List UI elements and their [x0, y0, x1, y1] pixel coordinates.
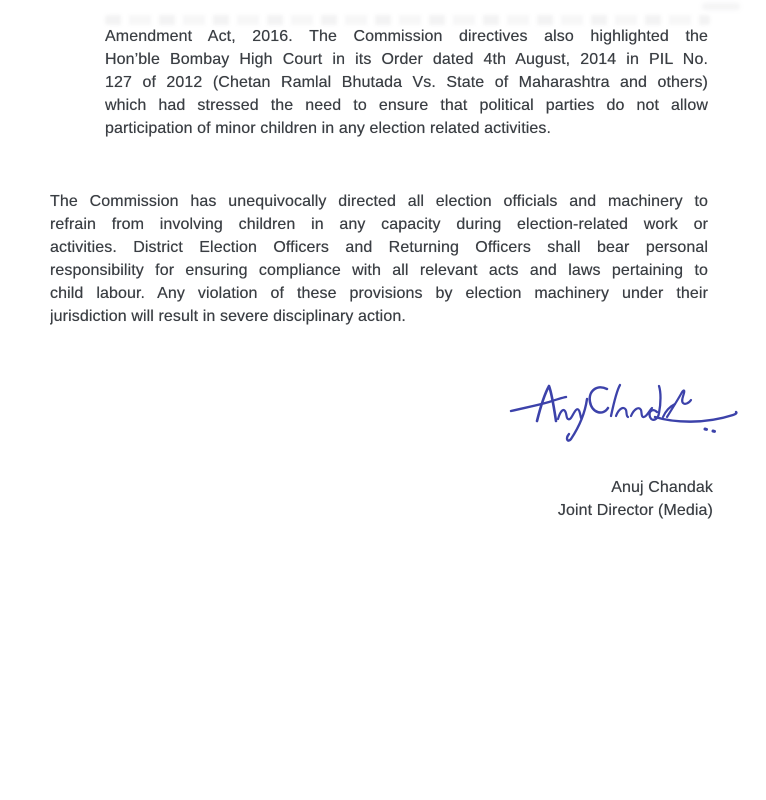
body-paragraph-indented — [105, 25, 708, 140]
paragraph-line: responsibility for ensuring compliance with all relevant acts and laws pertaining to — [50, 262, 708, 279]
signatory-title: Joint Director (Media) — [557, 502, 713, 519]
scan-artifact-ghost-line — [105, 15, 710, 25]
body-paragraph-main — [50, 190, 708, 328]
paragraph-line: participation of minor children in any election related activities. — [105, 120, 552, 137]
paragraph-line: Hon’ble Bombay High Court in its Order dated 4th August, 2014 in PIL No. — [105, 51, 708, 68]
paragraph-line: jurisdiction will result in severe disciplinary action. — [50, 308, 406, 325]
paragraph-line: 127 of 2012 (Chetan Ramlal Bhutada Vs. State of Maharashtra and others) — [105, 74, 708, 91]
scan-artifact-smudge — [702, 3, 740, 10]
signatory-name: Anuj Chandak — [611, 479, 713, 496]
paragraph-line: Amendment Act, 2016. The Commission directives also highlighted the — [105, 28, 708, 45]
paragraph-line: The Commission has unequivocally directed all election officials and machinery to — [50, 193, 708, 210]
paragraph-line: activities. District Election Officers and Returning Officers shall bear personal — [50, 239, 708, 256]
paragraph-line: refrain from involving children in any capacity during election-related work or — [50, 216, 708, 233]
signature-block — [558, 476, 713, 522]
paragraph-line: which had stressed the need to ensure that political parties do not allow — [105, 97, 708, 114]
paragraph-line: child labour. Any violation of these provisions by election machinery under their — [50, 285, 708, 302]
handwritten-signature-icon — [505, 377, 745, 447]
